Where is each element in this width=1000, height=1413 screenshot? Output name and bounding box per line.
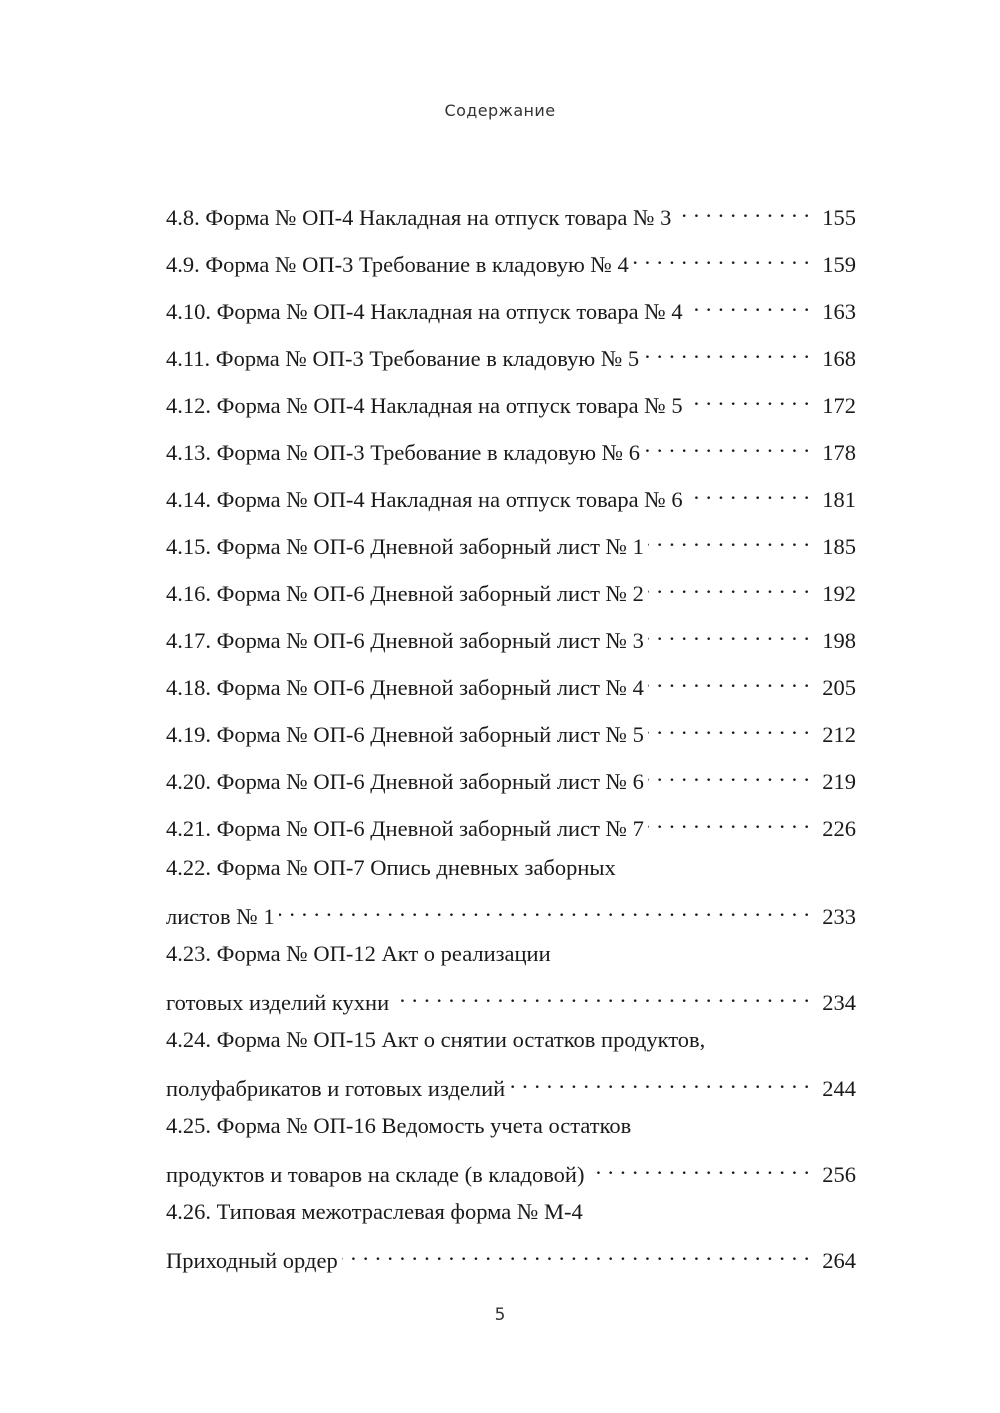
- toc-entry-line-last: [166, 429, 856, 465]
- toc-entry-line: [166, 938, 856, 970]
- toc-entry-text: 4.18. Форма № ОП-6 Дневной заборный лист № 4: [166, 675, 644, 700]
- toc-entry-text: 4.24. Форма № ОП-15 Акт о снятии остатков продуктов,: [166, 1027, 706, 1052]
- toc-entry-text: 4.20. Форма № ОП-6 Дневной заборный лист № 6: [166, 769, 644, 794]
- toc-entry-page-number: 244: [822, 1076, 856, 1101]
- dot-leader: [687, 382, 810, 413]
- dot-leader: [633, 241, 810, 272]
- toc-entry: [166, 429, 856, 465]
- toc-entry-page-number: 198: [822, 628, 856, 653]
- toc-entry-line-last: [166, 1065, 856, 1101]
- page-number: 5: [494, 1305, 506, 1325]
- toc-entry-text: 4.10. Форма № ОП-4 Накладная на отпуск товара № 4: [166, 299, 683, 324]
- dot-leader: [342, 1237, 810, 1268]
- toc-entry-line-last: [166, 241, 856, 277]
- toc-entry-line-last: [166, 288, 856, 324]
- toc-entry-text: 4.23. Форма № ОП-12 Акт о реализации: [166, 941, 551, 966]
- toc-entry: [166, 241, 856, 277]
- dot-leader: [648, 805, 810, 836]
- toc-entry-page-number: 172: [822, 393, 856, 418]
- dot-leader: [643, 335, 810, 366]
- table-of-contents: [166, 194, 856, 1282]
- toc-entry-page-number: 226: [822, 816, 856, 841]
- toc-entry-line-last: [166, 523, 856, 559]
- running-head-title: Содержание: [444, 101, 556, 120]
- toc-entry-text: 4.15. Форма № ОП-6 Дневной заборный лист № 1: [166, 534, 644, 559]
- toc-entry-line-last: [166, 979, 856, 1015]
- toc-entry-line-last: [166, 758, 856, 794]
- toc-entry-line-last: [166, 382, 856, 418]
- toc-entry-text: 4.16. Форма № ОП-6 Дневной заборный лист № 2: [166, 581, 644, 606]
- toc-entry-page-number: 168: [822, 346, 856, 371]
- dot-leader: [648, 758, 810, 789]
- toc-entry-text: 4.22. Форма № ОП-7 Опись дневных заборных: [166, 855, 616, 880]
- toc-entry-line-last: [166, 893, 856, 929]
- toc-entry-text: продуктов и товаров на складе (в кладовой): [166, 1162, 585, 1187]
- dot-leader: [644, 429, 810, 460]
- dot-leader: [648, 617, 810, 648]
- toc-entry-line-last: [166, 664, 856, 700]
- toc-entry: [166, 711, 856, 747]
- toc-entry: [166, 805, 856, 841]
- toc-entry: [166, 335, 856, 371]
- toc-entry: [166, 1024, 856, 1101]
- toc-entry-page-number: 264: [822, 1248, 856, 1273]
- toc-entry: [166, 664, 856, 700]
- toc-entry-page-number: 178: [822, 440, 856, 465]
- dot-leader: [687, 288, 810, 319]
- toc-entry: [166, 1110, 856, 1187]
- toc-entry-line-last: [166, 194, 856, 230]
- dot-leader: [393, 979, 810, 1010]
- dot-leader: [279, 893, 810, 924]
- toc-entry-line-last: [166, 1237, 856, 1273]
- toc-entry-page-number: 185: [822, 534, 856, 559]
- toc-entry-text: Приходный ордер: [166, 1248, 338, 1273]
- toc-entry-text: 4.19. Форма № ОП-6 Дневной заборный лист № 5: [166, 722, 644, 747]
- toc-entry-line-last: [166, 805, 856, 841]
- toc-entry-text: готовых изделий кухни: [166, 990, 390, 1015]
- dot-leader: [648, 570, 810, 601]
- toc-entry: [166, 852, 856, 929]
- dot-leader: [588, 1151, 810, 1182]
- dot-leader: [509, 1065, 810, 1096]
- toc-entry-page-number: 192: [822, 581, 856, 606]
- toc-entry: [166, 938, 856, 1015]
- toc-entry-line-last: [166, 335, 856, 371]
- toc-entry-text: 4.8. Форма № ОП-4 Накладная на отпуск товара № 3: [166, 205, 672, 230]
- toc-entry-page-number: 219: [822, 769, 856, 794]
- toc-entry-line-last: [166, 711, 856, 747]
- toc-entry-text: полуфабрикатов и готовых изделий: [166, 1076, 506, 1101]
- toc-entry-text: 4.14. Форма № ОП-4 Накладная на отпуск товара № 6: [166, 487, 683, 512]
- toc-entry-page-number: 181: [822, 487, 856, 512]
- dot-leader: [687, 476, 810, 507]
- toc-entry-page-number: 155: [822, 205, 856, 230]
- dot-leader: [648, 523, 810, 554]
- toc-entry: [166, 194, 856, 230]
- toc-entry-line-last: [166, 617, 856, 653]
- toc-entry: [166, 617, 856, 653]
- toc-entry-page-number: 205: [822, 675, 856, 700]
- toc-entry-text: 4.26. Типовая межотраслевая форма № М-4: [166, 1199, 583, 1224]
- toc-entry-line: [166, 1110, 856, 1142]
- toc-entry-text: 4.25. Форма № ОП-16 Ведомость учета остатков: [166, 1113, 632, 1138]
- toc-entry-text: 4.12. Форма № ОП-4 Накладная на отпуск товара № 5: [166, 393, 683, 418]
- toc-entry-line-last: [166, 476, 856, 512]
- toc-entry: [166, 476, 856, 512]
- toc-entry-line: [166, 1196, 856, 1228]
- toc-entry-text: 4.17. Форма № ОП-6 Дневной заборный лист № 3: [166, 628, 644, 653]
- toc-entry-text: 4.9. Форма № ОП-3 Требование в кладовую № 4: [166, 252, 629, 277]
- toc-entry: [166, 1196, 856, 1273]
- toc-entry-line: [166, 852, 856, 884]
- toc-entry-page-number: 233: [822, 904, 856, 929]
- toc-entry-text: 4.13. Форма № ОП-3 Требование в кладовую № 6: [166, 440, 641, 465]
- dot-leader: [675, 194, 810, 225]
- toc-entry-text: листов № 1: [166, 904, 275, 929]
- toc-entry-page-number: 256: [822, 1162, 856, 1187]
- toc-entry-line-last: [166, 570, 856, 606]
- dot-leader: [648, 664, 810, 695]
- toc-entry: [166, 523, 856, 559]
- toc-entry: [166, 288, 856, 324]
- toc-entry-text: 4.21. Форма № ОП-6 Дневной заборный лист № 7: [166, 816, 644, 841]
- toc-entry-page-number: 163: [822, 299, 856, 324]
- toc-entry: [166, 382, 856, 418]
- toc-entry-line-last: [166, 1151, 856, 1187]
- dot-leader: [648, 711, 810, 742]
- toc-entry: [166, 570, 856, 606]
- toc-entry-page-number: 212: [822, 722, 856, 747]
- toc-entry-page-number: 234: [822, 990, 856, 1015]
- toc-entry-line: [166, 1024, 856, 1056]
- toc-entry: [166, 758, 856, 794]
- toc-entry-text: 4.11. Форма № ОП-3 Требование в кладовую № 5: [166, 346, 640, 371]
- toc-entry-page-number: 159: [822, 252, 856, 277]
